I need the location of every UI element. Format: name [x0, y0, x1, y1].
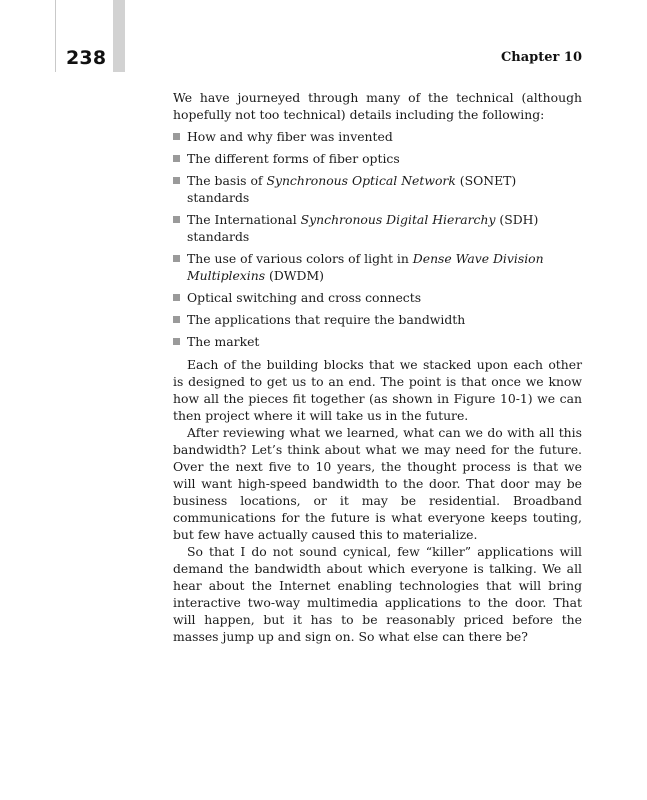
- list-item: The basis of Synchronous Optical Network (SONET) standards: [173, 172, 582, 206]
- list-item: The use of various colors of light in Dense Wave Division Multiplexins (DWDM): [173, 250, 582, 284]
- paragraph-bandwidth-future: After reviewing what we learned, what can we do with all this bandwidth? Let’s think about what we may need for the future. Over the next five to 10 years, the thought process is that we will want high-speed bandwidth to the door. That door may be business locations, or it may be residential. Broadband communications for the future is what everyone keeps touting, but few have actually caused this to materialize.: [173, 425, 582, 542]
- square-bullet-icon: [173, 255, 180, 262]
- square-bullet-icon: [173, 294, 180, 301]
- chapter-heading: Chapter 10: [500, 50, 582, 65]
- list-item: The International Synchronous Digital Hierarchy (SDH) standards: [173, 211, 582, 245]
- square-bullet-icon: [173, 338, 180, 345]
- list-item: Optical switching and cross connects: [173, 289, 582, 306]
- paragraph-building-blocks: Each of the building blocks that we stacked upon each other is designed to get us to an end. The point is that once we know how all the pieces fit together (as shown in Figure 10-1) we can then project where it will take us in the future.: [173, 357, 582, 423]
- square-bullet-icon: [173, 216, 180, 223]
- list-item: The market: [173, 333, 582, 350]
- topic-list: [173, 128, 582, 350]
- page-tab-bar: [113, 0, 125, 72]
- list-item: How and why fiber was invented: [173, 128, 582, 145]
- page-number: 238: [66, 47, 107, 69]
- square-bullet-icon: [173, 316, 180, 323]
- list-item: The applications that require the bandwidth: [173, 311, 582, 328]
- intro-paragraph: We have journeyed through many of the technical (although hopefully not too technical) details including the following:: [173, 90, 582, 122]
- paragraph-killer-applications: So that I do not sound cynical, few “killer” applications will demand the bandwidth about which everyone is talking. We all hear about the Internet enabling technologies that will bring interactive two-way multimedia applications to the door. That will happen, but it has to be reasonably priced before the masses jump up and sign on. So what else can there be?: [173, 544, 582, 644]
- list-item: The different forms of fiber optics: [173, 150, 582, 167]
- square-bullet-icon: [173, 177, 180, 184]
- square-bullet-icon: [173, 133, 180, 140]
- body-text: [173, 89, 582, 645]
- square-bullet-icon: [173, 155, 180, 162]
